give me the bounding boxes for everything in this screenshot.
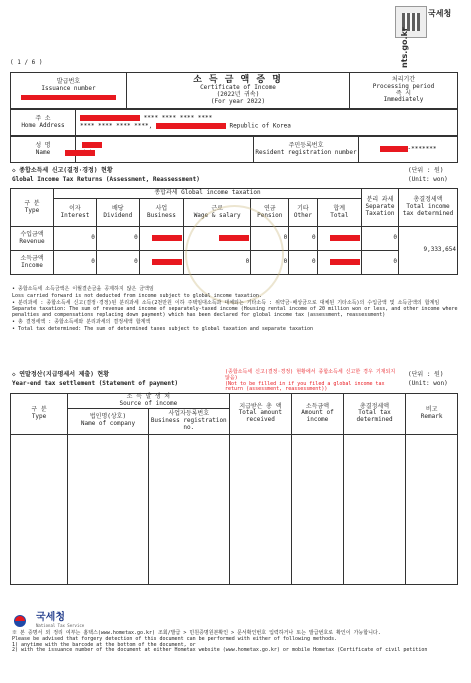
t1-cell-redacted [139, 227, 183, 251]
notes-section1 [12, 287, 458, 333]
brand-label: 국세청 [428, 9, 452, 18]
t1-group-header: 종합과세 Global income taxation [54, 189, 362, 199]
t2-paid-header [229, 394, 291, 435]
footer-note: Please be advised that forgery detection of this document can be performed with either of following methods. [12, 635, 338, 642]
section1-unit: (단위 : 원) [408, 167, 444, 174]
header-table [10, 72, 458, 109]
t1-determined-en: Total income tax determined [402, 203, 454, 217]
rrn-label-cell [254, 137, 359, 163]
t2-type-ko: 구 분 [31, 406, 47, 413]
t2-income-en: Amount of income [301, 409, 334, 424]
t1-type-header [11, 189, 54, 227]
address-label-en: Home Address [21, 121, 65, 129]
t1-type-ko: 구 분 [24, 199, 40, 207]
section1-unit-en: (Unit: won) [408, 176, 448, 183]
t2-brn-header [148, 408, 229, 434]
t2-brn-ko: 사업자등록번호 [168, 409, 210, 417]
t1-cell: 0 [251, 251, 289, 275]
name-label: 성 명 [35, 141, 51, 149]
t1-col-dividend [96, 199, 139, 227]
section2-title: ◇ 연말정산(지급명세서 제출) 현황 [12, 371, 110, 378]
t1-cell: 0 [289, 227, 317, 251]
t1-row-income-label [11, 251, 54, 275]
t1-row-revenue-en: Revenue [19, 237, 45, 245]
t2-cell [229, 434, 291, 584]
t2-cell [292, 434, 344, 584]
rrn-label-en: Resident registration number [255, 148, 357, 156]
t1-cell-redacted [317, 227, 361, 251]
name-value-cell [76, 137, 254, 163]
t2-paid-en: Total amount received [238, 409, 283, 424]
section2-title-en: Year-end tax settlement (Statement of payment) [12, 380, 179, 387]
address-label: 주 소 [35, 114, 51, 122]
section2-unit: (단위 : 원) [408, 371, 444, 378]
t1-separate-header [362, 189, 399, 227]
t1-separate-ko: 분리 과세 [366, 196, 394, 204]
section1-title-en: Global Income Tax Returns (Assessment, Reassessment) [12, 176, 200, 183]
t2-paid-ko: 지급받은 총 액 [239, 402, 282, 410]
note-line: Loss carried forward is not deducted from income subject to global income taxation. [12, 292, 262, 299]
t1-cell: 0 [96, 251, 139, 275]
t1-determined-value: 9,333,654 [399, 227, 458, 275]
t1-col-business-ko: 사업 [155, 204, 168, 212]
t2-company-ko: 법인명(상호) [89, 413, 127, 421]
footer-note: 1) anytime with the barcode at the bottom of the document, or [12, 641, 196, 648]
title-year-en: (For year 2022) [210, 98, 266, 106]
note-line: • Total tax determined: The sum of determined taxes subject to global taxation and separate taxation [12, 325, 314, 332]
t1-col-pension-en: Pension [257, 211, 283, 219]
t2-remark-header [406, 394, 458, 435]
issuance-cell [11, 73, 127, 109]
section2-warning-en: (Not to be filled in if you filed a global income tax return (assessment, reassessment)) [225, 380, 385, 393]
address-line1: **** **** **** **** [143, 114, 213, 122]
settlement-table [10, 393, 458, 585]
t1-row-income-en: Income [21, 261, 43, 269]
t2-taxdet-ko: 총결정세액 [360, 402, 390, 410]
t2-income-ko: 소득금액 [305, 402, 330, 410]
nts-logo-icon [12, 612, 34, 628]
name-label-en: Name [35, 148, 51, 156]
t2-source-header [68, 394, 230, 409]
section2-warning [225, 370, 401, 393]
processing-label-en: Processing period [372, 82, 435, 90]
processing-cell [350, 73, 458, 109]
t1-col-wage-en: Wage & salary [193, 211, 241, 219]
section2-warning-ko: (종합소득세 신고(결정·경정) 현황에서 종합소득세 신고한 경우 기재되지 않음) [225, 369, 396, 381]
t1-row-revenue-label [11, 227, 54, 251]
address-label-cell [11, 110, 76, 136]
t2-type-en: Type [31, 412, 47, 420]
t2-remark-en: Remark [420, 412, 443, 420]
address-line2: **** **** **** ****, [80, 122, 156, 129]
t1-cell-redacted [317, 251, 361, 275]
t2-cell [11, 434, 68, 584]
section2-unit-en: (Unit: won) [408, 380, 448, 387]
t1-col-business [139, 199, 183, 227]
processing-value: 즉 시 [395, 89, 412, 97]
page-number: ( 1 / 6 ) [10, 59, 43, 66]
processing-label: 처리기간 [391, 75, 416, 83]
issuance-label-en: Issuance number [41, 84, 96, 92]
t1-cell: 0 [251, 227, 289, 251]
processing-value-en: Immediately [383, 96, 424, 104]
note-line: Separate taxation: The sum of revenue and income of separately-taxed income (Housing rental income of 20 million won or less, and other income where penalties and compensations replacing down payment) which has been declared for global income tax (assessment, reassessment) [12, 306, 458, 318]
t2-source-ko: 소 득 발 생 처 [126, 393, 171, 400]
t1-row-income-ko: 소득금액 [20, 254, 44, 262]
t1-cell: 0 [96, 227, 139, 251]
section1-title: ◇ 종합소득세 신고(결정·경정) 현황 [12, 167, 113, 174]
address-table [10, 109, 458, 136]
t1-col-wage-ko: 근로 [211, 204, 223, 212]
title-year-ko: (2022년 귀속) [216, 91, 260, 99]
table-row [11, 434, 458, 584]
t1-col-interest [54, 199, 97, 227]
t2-source-en: Source of income [119, 399, 178, 407]
footer-note: ※ 본 증명서 외 정리 여부는 홈택스(www.hometax.go.kr) 조회/발급 > 민원증명원본확인 > 문서확인번호 입력하거나 또는 발급번호로 확인이 가능합니다. [12, 630, 381, 636]
t1-col-interest-en: Interest [60, 211, 90, 219]
t1-separate-en: Separate Taxation [365, 203, 395, 217]
t1-col-other [289, 199, 317, 227]
t1-cell: 0 [362, 227, 399, 251]
t2-company-header [68, 408, 149, 434]
issuance-label: 발급번호 [56, 77, 81, 85]
brand-domain: nts.go.kr [400, 27, 409, 68]
t2-income-header [292, 394, 344, 435]
t2-taxdet-en: Total tax determined [356, 409, 393, 424]
t2-cell [148, 434, 229, 584]
t1-cell: 0 [289, 251, 317, 275]
t1-col-dividend-en: Dividend [103, 211, 133, 219]
t1-cell: 0 [54, 227, 97, 251]
rrn-value: -******* [407, 145, 437, 153]
t2-cell [343, 434, 405, 584]
note-line: • 종합소득세 소득금액은 이월결손금을 공제하지 않은 금액임 [12, 286, 154, 292]
t1-col-dividend-ko: 배당 [112, 204, 124, 212]
note-line: • 총 결정세액 : 종합소득세와 분리과세의 결정세액 합계액 [12, 318, 151, 325]
t1-row-revenue-ko: 수입금액 [20, 230, 44, 238]
t1-col-total [317, 199, 361, 227]
note-line: • 분리과세 : 종합소득세 신고(결정·경정)된 분리과세 소득(2천만원 이하 주택임대소득과 대체되는 기타소득 : 위약금·배상금으로 대체된 기타소득)의 수입금액 및 소득금액의 합계임 [12, 299, 440, 306]
t2-remark-ko: 비고 [425, 406, 438, 413]
t2-brn-en: Business registration no. [150, 416, 227, 431]
t2-taxdet-header [343, 394, 405, 435]
rrn-value-cell [359, 137, 458, 163]
t1-type-en: Type [24, 206, 40, 214]
title-en: Certificate of Income [200, 84, 276, 92]
t2-company-en: Name of company [80, 420, 136, 428]
t1-col-business-en: Business [146, 211, 176, 219]
t1-cell: 0 [362, 251, 399, 275]
rrn-label: 주민등록번호 [288, 141, 324, 149]
t1-col-pension-ko: 연금 [263, 204, 276, 212]
address-value-cell [76, 110, 458, 136]
name-table [10, 136, 458, 163]
t1-determined-ko: 총결정세액 [413, 196, 443, 204]
t1-col-other-en: Other [293, 211, 312, 219]
t2-cell [406, 434, 458, 584]
t1-col-other-ko: 기타 [297, 204, 309, 212]
t1-cell-redacted [139, 251, 183, 275]
footer-logo-en: National Tax Service [36, 623, 85, 628]
t1-col-interest-ko: 이자 [69, 204, 81, 212]
t1-col-total-ko: 합계 [333, 204, 346, 212]
footer-notes [12, 631, 458, 654]
t2-type-header [11, 394, 68, 435]
title-cell [127, 73, 350, 109]
t1-col-total-en: Total [330, 211, 349, 219]
address-country: Republic of Korea [229, 122, 291, 129]
footer-note: 2) with the issuance number of the document at either Hometax website (www.hometax.go.kr) or mobile Hometax (Certificate of civil petition [12, 647, 428, 654]
t1-cell: 0 [54, 251, 97, 275]
t1-determined-header [399, 189, 458, 227]
t2-cell [68, 434, 149, 584]
footer-logo-ko: 국세청 [36, 612, 65, 623]
t1-cell: 0 [184, 251, 251, 275]
title-ko: 소 득 금 액 증 명 [193, 74, 283, 85]
